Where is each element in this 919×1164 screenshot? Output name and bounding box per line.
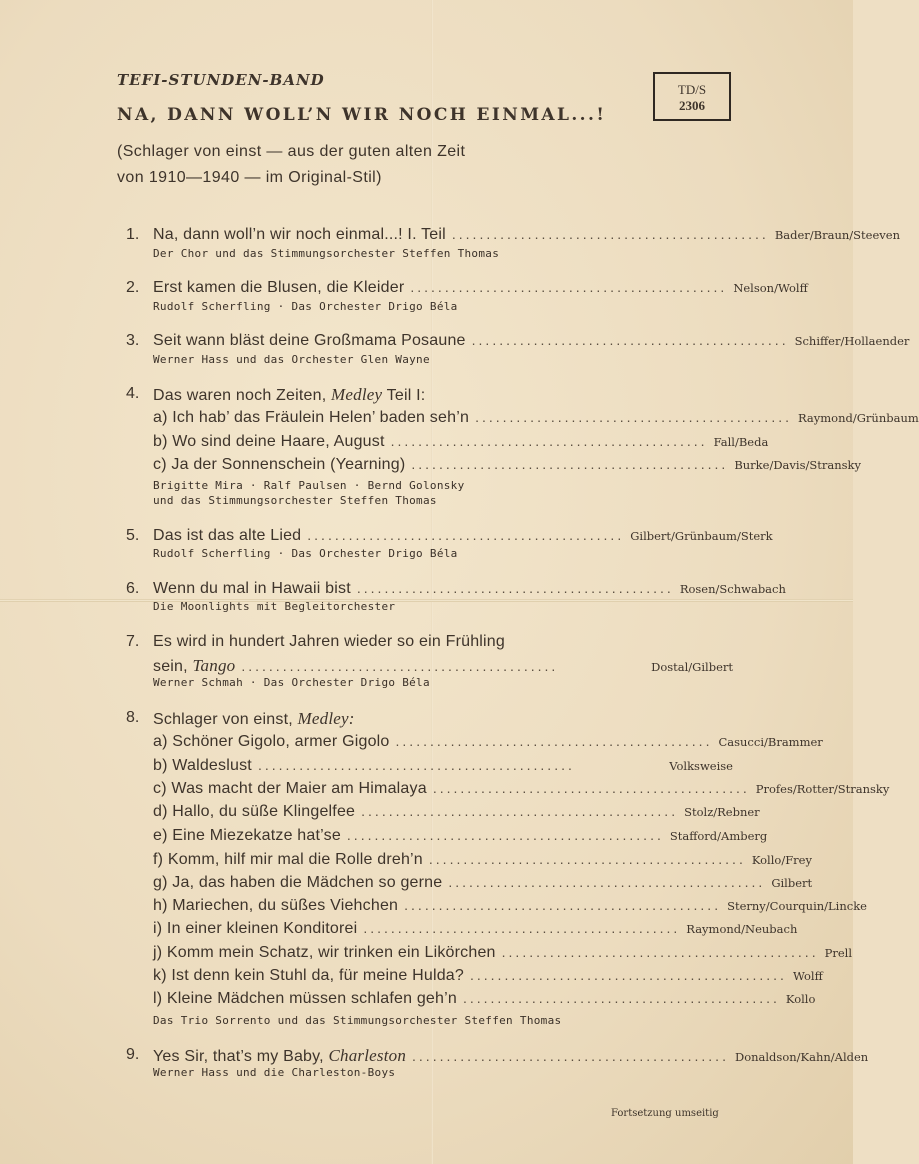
dot-leader: .............................................. bbox=[471, 332, 789, 348]
track-authors: Nelson/Wolff bbox=[733, 281, 808, 295]
track-authors: Gilbert bbox=[771, 876, 813, 890]
track-title: sein, Tango bbox=[153, 656, 236, 675]
medley-item-8e bbox=[153, 827, 768, 845]
track-performers: Rudolf Scherfling · Das Orchester Drigo Béla bbox=[153, 300, 458, 313]
track-authors: Profes/Rotter/Stransky bbox=[755, 782, 890, 796]
track-authors: Sterny/Courquin/Lincke bbox=[727, 899, 867, 913]
track-3 bbox=[126, 332, 910, 350]
track-title: c) Ja der Sonnenschein (Yearning) bbox=[153, 456, 406, 473]
catalog-number: 2306 bbox=[679, 98, 705, 113]
subtitle-line-1: (Schlager von einst — aus der guten alten Zeit bbox=[117, 143, 466, 160]
track-9 bbox=[126, 1046, 869, 1066]
track-title: c) Was macht der Maier am Himalaya bbox=[153, 780, 427, 797]
track-number: 9. bbox=[126, 1046, 140, 1063]
track-7 bbox=[126, 633, 733, 651]
track-authors: Kollo/Frey bbox=[751, 853, 812, 867]
track-authors: Schiffer/Hollaender bbox=[794, 334, 910, 348]
track-title: f) Komm, hilf mir mal die Rolle dreh’n bbox=[153, 851, 423, 868]
track-performers: und das Stimmungsorchester Steffen Thomas bbox=[153, 494, 437, 507]
medley-item-8i bbox=[153, 920, 798, 938]
track-title: Erst kamen die Blusen, die Kleider bbox=[153, 279, 405, 296]
track-7-line-2 bbox=[153, 656, 733, 676]
track-6 bbox=[126, 580, 786, 598]
track-number: 7. bbox=[126, 633, 140, 650]
track-authors: Rosen/Schwabach bbox=[679, 582, 786, 596]
track-title: l) Kleine Mädchen müssen schlafen geh’n bbox=[153, 990, 457, 1007]
catalog-number-box bbox=[653, 72, 731, 121]
dot-leader: .............................................. bbox=[241, 658, 559, 674]
track-authors: Kollo bbox=[785, 992, 816, 1006]
track-authors: Raymond/Grünbaum bbox=[798, 411, 919, 425]
medley-item-8b bbox=[153, 757, 733, 775]
dot-leader: .............................................. bbox=[390, 433, 708, 449]
track-8 bbox=[126, 709, 733, 729]
medley-item-4b bbox=[153, 433, 769, 451]
track-title: j) Komm mein Schatz, wir trinken ein Likörchen bbox=[153, 944, 496, 961]
paper-fold-horizontal bbox=[0, 599, 853, 602]
subtitle-line-2: von 1910—1940 — im Original-Stil) bbox=[117, 169, 382, 186]
medley-item-8a bbox=[153, 733, 823, 751]
track-performers: Der Chor und das Stimmungsorchester Steffen Thomas bbox=[153, 247, 500, 260]
dot-leader: .............................................. bbox=[432, 780, 750, 796]
track-performers: Brigitte Mira · Ralf Paulsen · Bernd Golonsky bbox=[153, 479, 465, 492]
track-authors: Gilbert/Grünbaum/Sterk bbox=[630, 529, 773, 543]
dot-leader: .............................................. bbox=[412, 1048, 729, 1064]
track-number: 5. bbox=[126, 527, 140, 544]
dot-leader: .............................................. bbox=[411, 456, 729, 472]
track-title: Es wird in hundert Jahren wieder so ein Frühling bbox=[153, 633, 505, 650]
track-number: 2. bbox=[126, 279, 140, 296]
medley-item-8j bbox=[153, 944, 852, 962]
dot-leader: .............................................. bbox=[462, 990, 780, 1006]
dot-leader: .............................................. bbox=[404, 897, 722, 913]
dot-leader: .............................................. bbox=[346, 827, 664, 843]
track-performers: Werner Schmah · Das Orchester Drigo Béla bbox=[153, 676, 430, 689]
track-title: Wenn du mal in Hawaii bist bbox=[153, 580, 351, 597]
band-label: TEFI-STUNDEN-BAND bbox=[117, 71, 325, 89]
medley-item-8l bbox=[153, 990, 816, 1008]
track-performers: Das Trio Sorrento und das Stimmungsorchester Steffen Thomas bbox=[153, 1014, 562, 1027]
dot-leader: .............................................. bbox=[428, 851, 746, 867]
track-5 bbox=[126, 527, 773, 545]
track-title: e) Eine Miezekatze hat’se bbox=[153, 827, 341, 844]
dot-leader: .............................................. bbox=[395, 733, 713, 749]
track-title: a) Schöner Gigolo, armer Gigolo bbox=[153, 733, 390, 750]
track-authors: Stolz/Rebner bbox=[684, 805, 760, 819]
track-number: 8. bbox=[126, 709, 140, 726]
track-number: 6. bbox=[126, 580, 140, 597]
track-title: Das ist das alte Lied bbox=[153, 527, 302, 544]
dot-leader: .............................................. bbox=[448, 874, 766, 890]
dot-leader: .............................................. bbox=[257, 757, 575, 773]
dot-leader: .............................................. bbox=[361, 803, 679, 819]
medley-item-8f bbox=[153, 851, 812, 869]
dot-leader: .............................................. bbox=[475, 409, 792, 425]
dot-leader: .............................................. bbox=[356, 580, 674, 596]
track-title: Yes Sir, that’s my Baby, Charleston bbox=[153, 1046, 407, 1065]
track-2 bbox=[126, 279, 808, 297]
track-authors: Volksweise bbox=[669, 759, 733, 773]
track-title: Das waren noch Zeiten, Medley Teil I: bbox=[153, 385, 426, 404]
track-authors: Raymond/Neubach bbox=[686, 922, 798, 936]
track-number: 3. bbox=[126, 332, 140, 349]
track-authors: Fall/Beda bbox=[713, 435, 769, 449]
track-title: Schlager von einst, Medley: bbox=[153, 709, 355, 728]
track-title: g) Ja, das haben die Mädchen so gerne bbox=[153, 874, 443, 891]
medley-item-4c bbox=[153, 456, 861, 474]
dot-leader: .............................................. bbox=[501, 944, 819, 960]
medley-item-8h bbox=[153, 897, 867, 915]
track-title: a) Ich hab’ das Fräulein Helen’ baden seh’n bbox=[153, 409, 470, 426]
track-number: 1. bbox=[126, 226, 140, 243]
track-authors: Donaldson/Kahn/Alden bbox=[734, 1050, 869, 1064]
dot-leader: .............................................. bbox=[451, 226, 769, 242]
track-performers: Die Moonlights mit Begleitorchester bbox=[153, 600, 396, 613]
track-title: Na, dann woll’n wir noch einmal...! I. Teil bbox=[153, 226, 446, 243]
track-title: b) Wo sind deine Haare, August bbox=[153, 433, 385, 450]
track-authors: Prell bbox=[824, 946, 852, 960]
track-4 bbox=[126, 385, 733, 405]
dot-leader: .............................................. bbox=[307, 527, 625, 543]
dot-leader: .............................................. bbox=[410, 279, 728, 295]
track-authors: Casucci/Brammer bbox=[718, 735, 823, 749]
page-title: NA, DANN WOLL’N WIR NOCH EINMAL...! bbox=[117, 105, 607, 125]
medley-item-8g bbox=[153, 874, 813, 892]
dot-leader: .............................................. bbox=[363, 920, 681, 936]
track-authors: Bader/Braun/Steeven bbox=[774, 228, 900, 242]
track-authors: Stafford/Amberg bbox=[669, 829, 768, 843]
catalog-prefix: TD/S bbox=[677, 82, 707, 97]
track-title: k) Ist denn kein Stuhl da, für meine Hulda? bbox=[153, 967, 464, 984]
track-performers: Werner Hass und das Orchester Glen Wayne bbox=[153, 353, 430, 366]
track-performers: Werner Hass und die Charleston-Boys bbox=[153, 1066, 396, 1079]
continuation-note: Fortsetzung umseitig bbox=[611, 1108, 719, 1119]
medley-item-8c bbox=[153, 780, 890, 798]
track-number: 4. bbox=[126, 385, 140, 402]
dot-leader: .............................................. bbox=[470, 967, 787, 983]
track-title: i) In einer kleinen Konditorei bbox=[153, 920, 358, 937]
track-authors: Burke/Davis/Stransky bbox=[734, 458, 861, 472]
medley-item-8k bbox=[153, 967, 823, 985]
track-performers: Rudolf Scherfling · Das Orchester Drigo Béla bbox=[153, 547, 458, 560]
track-1 bbox=[126, 226, 900, 244]
track-authors: Wolff bbox=[792, 969, 823, 983]
track-authors: Dostal/Gilbert bbox=[651, 660, 733, 674]
track-title: b) Waldeslust bbox=[153, 757, 252, 774]
track-title: h) Mariechen, du süßes Viehchen bbox=[153, 897, 399, 914]
medley-item-8d bbox=[153, 803, 760, 821]
medley-item-4a bbox=[153, 409, 919, 427]
track-title: Seit wann bläst deine Großmama Posaune bbox=[153, 332, 466, 349]
track-title: d) Hallo, du süße Klingelfee bbox=[153, 803, 356, 820]
